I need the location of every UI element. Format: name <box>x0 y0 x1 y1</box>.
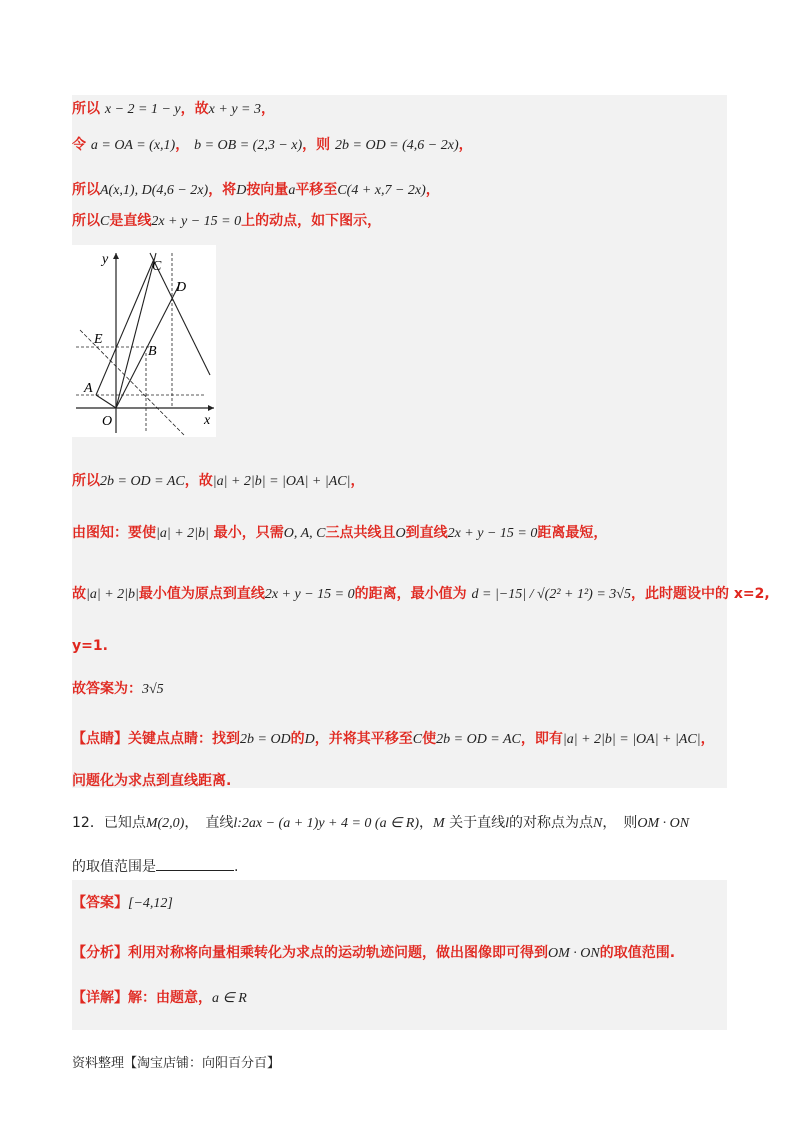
label-x: x <box>204 413 211 428</box>
line-y-axis-parallel <box>116 253 156 408</box>
answer-blank[interactable] <box>156 858 234 871</box>
line-11: 问题化为求点到直线距离. <box>72 773 232 789</box>
line-10: 【点睛】关键点点睛：找到2b = OD的D，并将其平移至C使2b = OD = AC，即有|a| + 2|b| = |OA| + |AC|， <box>72 731 715 747</box>
line-5: 所以2b = OD = AC，故|a| + 2|b| = |OA| + |AC|， <box>72 473 365 489</box>
label-E: E <box>94 332 103 347</box>
label-C: C <box>152 259 162 274</box>
line-8: y=1. <box>72 638 108 654</box>
line-6: 由图知：要使|a| + 2|b| 最小，只需O, A, C三点共线且O到直线2x + y − 15 = 0距离最短， <box>72 525 608 541</box>
figure-svg <box>72 245 216 437</box>
label-D: D <box>176 280 187 295</box>
line-OA <box>96 395 116 408</box>
line-4: 所以C是直线2x + y − 15 = 0上的动点，如下图示， <box>72 213 382 229</box>
footer-text: 资料整理【淘宝店铺：向阳百分百】 <box>72 1056 281 1071</box>
answer-line: 【答案】[−4,12] <box>72 895 173 911</box>
y-axis-arrow <box>113 253 119 259</box>
label-B: B <box>148 344 157 359</box>
question-12: 12．已知点M(2,0)， 直线l:2ax − (a + 1)y + 4 = 0 (a ∈ R)，M 关于直线l的对称点为点N， 则OM · ON <box>72 815 690 831</box>
line-9: 故答案为：3√5 <box>72 681 164 697</box>
line-3: 所以A(x,1), D(4,6 − 2x)，将D按向量a平移至C(4 + x,7 − 2x)， <box>72 182 440 198</box>
geometry-figure <box>72 245 216 437</box>
line-2: 令 a = OA = (x,1)， b = OB = (2,3 − x)，则 2b = OD = (4,6 − 2x)， <box>72 137 473 153</box>
detail-line: 【详解】解：由题意，a ∈ R <box>72 990 247 1006</box>
label-A: A <box>84 381 93 396</box>
question-12-blank-line: 的取值范围是 . <box>72 859 239 875</box>
x-axis-arrow <box>208 405 214 411</box>
line-1: 所以 x − 2 = 1 − y，故x + y = 3， <box>72 101 275 117</box>
line-7: 故|a| + 2|b|最小值为原点到直线2x + y − 15 = 0的距离，最小值为 d = |−15| / √(2² + 1²) = 3√5，此时题设中的 x=2, <box>72 586 770 602</box>
label-O: O <box>102 414 113 429</box>
analysis-line: 【分析】利用对称将向量相乘转化为求点的运动轨迹问题，做出图像即可得到OM · ON的取值范围. <box>72 945 676 961</box>
label-y: y <box>102 252 109 267</box>
